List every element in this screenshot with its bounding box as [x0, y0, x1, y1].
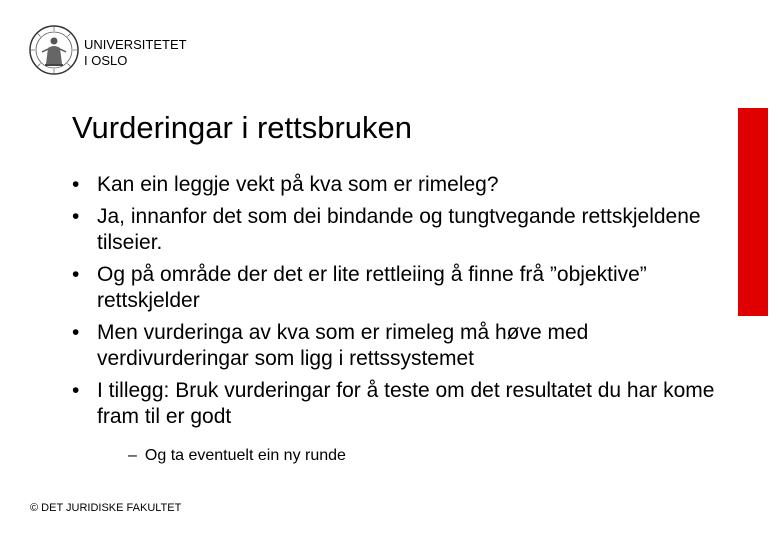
bullet-text: Kan ein leggje vekt på kva som er rimeleg?	[97, 173, 499, 196]
bullet-marker: •	[72, 321, 80, 344]
bullet-text: Ja, innanfor det som dei bindande og tungtvegande rettskjeldene tilseier.	[97, 205, 701, 254]
footer-copyright: © DET JURIDISKE FAKULTET	[30, 502, 182, 514]
university-seal-icon	[28, 24, 80, 76]
university-name-line1: UNIVERSITETET	[84, 37, 187, 52]
bullet-marker: •	[72, 205, 80, 228]
slide-title: Vurderingar i rettsbruken	[72, 110, 413, 145]
sub-bullet-text: Og ta eventuelt ein ny runde	[144, 447, 346, 464]
university-name-line2: I OSLO	[84, 53, 128, 68]
bullet-item	[72, 172, 722, 198]
bullet-marker: •	[72, 379, 80, 402]
bullet-marker: •	[72, 263, 80, 286]
bullet-marker: •	[72, 173, 80, 196]
sub-bullet	[128, 446, 346, 466]
bullet-item	[72, 320, 722, 372]
sub-bullet-marker: –	[128, 447, 137, 464]
bullet-item	[72, 204, 722, 256]
bullet-item	[72, 378, 722, 430]
university-name	[84, 37, 187, 69]
bullet-list	[72, 172, 722, 436]
accent-bar	[738, 108, 768, 316]
bullet-text: Og på område der det er lite rettleiing å finne frå ”objektive” rettskjelder	[97, 263, 647, 312]
bullet-text: Men vurderinga av kva som er rimeleg må høve med verdivurderingar som ligg i rettssystemet	[97, 321, 589, 370]
bullet-item	[72, 262, 722, 314]
bullet-text: I tillegg: Bruk vurderingar for å teste om det resultatet du har kome fram til er godt	[97, 379, 715, 428]
